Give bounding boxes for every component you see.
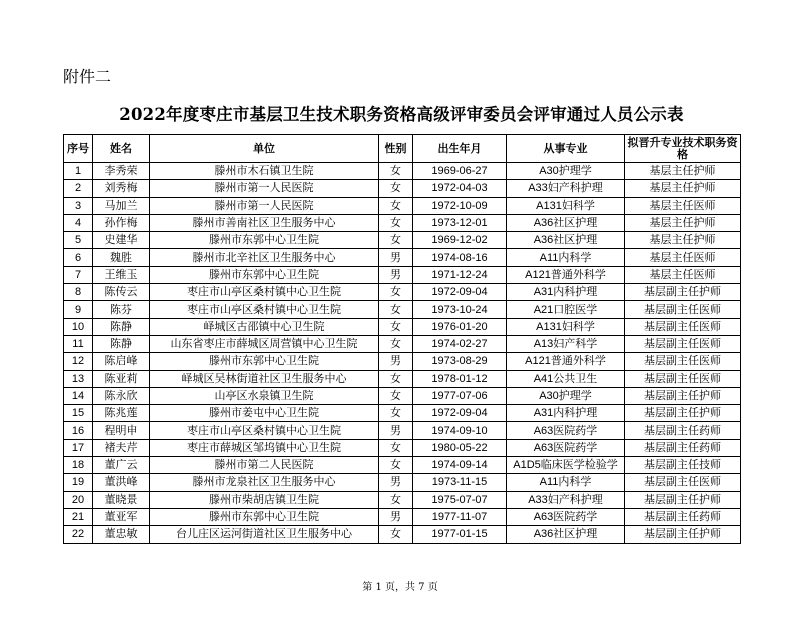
cell-name: 董亚军 bbox=[93, 508, 150, 525]
cell-major: A36社区护理 bbox=[507, 526, 625, 543]
header-qualification: 拟晋升专业技术职务资格 bbox=[625, 135, 741, 163]
cell-major: A1D5临床医学检验学 bbox=[507, 457, 625, 474]
cell-qualification: 基层副主任护师 bbox=[625, 284, 741, 301]
cell-no: 20 bbox=[64, 491, 93, 508]
table-row bbox=[64, 284, 741, 301]
cell-name: 刘秀梅 bbox=[93, 180, 150, 197]
cell-unit: 滕州市木石镇卫生院 bbox=[150, 163, 379, 180]
cell-name: 魏胜 bbox=[93, 249, 150, 266]
table-row bbox=[64, 197, 741, 214]
cell-unit: 滕州市北辛社区卫生服务中心 bbox=[150, 249, 379, 266]
cell-birth: 1973-12-01 bbox=[413, 214, 507, 231]
cell-qualification: 基层主任护师 bbox=[625, 163, 741, 180]
cell-no: 14 bbox=[64, 387, 93, 404]
cell-major: A31内科护理 bbox=[507, 284, 625, 301]
table-row bbox=[64, 318, 741, 335]
cell-gender: 女 bbox=[379, 284, 413, 301]
cell-gender: 女 bbox=[379, 526, 413, 543]
cell-name: 王维玉 bbox=[93, 266, 150, 283]
cell-unit: 滕州市东郭中心卫生院 bbox=[150, 232, 379, 249]
cell-no: 1 bbox=[64, 163, 93, 180]
cell-unit: 滕州市东郭中心卫生院 bbox=[150, 508, 379, 525]
cell-qualification: 基层主任医师 bbox=[625, 266, 741, 283]
cell-gender: 女 bbox=[379, 439, 413, 456]
cell-unit: 峄城区吴林街道社区卫生服务中心 bbox=[150, 370, 379, 387]
header-birth: 出生年月 bbox=[413, 135, 507, 163]
cell-no: 9 bbox=[64, 301, 93, 318]
cell-name: 陈静 bbox=[93, 335, 150, 352]
cell-birth: 1972-09-04 bbox=[413, 405, 507, 422]
header-gender: 性别 bbox=[379, 135, 413, 163]
cell-name: 史建华 bbox=[93, 232, 150, 249]
cell-unit: 滕州市柴胡店镇卫生院 bbox=[150, 491, 379, 508]
cell-gender: 男 bbox=[379, 422, 413, 439]
cell-birth: 1977-07-06 bbox=[413, 387, 507, 404]
cell-unit: 滕州市第一人民医院 bbox=[150, 197, 379, 214]
cell-unit: 山亭区水泉镇卫生院 bbox=[150, 387, 379, 404]
cell-major: A131妇科学 bbox=[507, 318, 625, 335]
cell-major: A30护理学 bbox=[507, 387, 625, 404]
cell-name: 陈永欣 bbox=[93, 387, 150, 404]
cell-birth: 1972-09-04 bbox=[413, 284, 507, 301]
cell-no: 2 bbox=[64, 180, 93, 197]
cell-birth: 1974-09-10 bbox=[413, 422, 507, 439]
cell-name: 马加兰 bbox=[93, 197, 150, 214]
cell-no: 21 bbox=[64, 508, 93, 525]
cell-no: 12 bbox=[64, 353, 93, 370]
cell-major: A63医院药学 bbox=[507, 508, 625, 525]
page-footer: 第 1 页，共 7 页 bbox=[362, 582, 438, 593]
cell-gender: 男 bbox=[379, 474, 413, 491]
cell-major: A36社区护理 bbox=[507, 232, 625, 249]
table-row bbox=[64, 526, 741, 543]
cell-no: 15 bbox=[64, 405, 93, 422]
cell-major: A121普通外科学 bbox=[507, 353, 625, 370]
cell-qualification: 基层副主任护师 bbox=[625, 405, 741, 422]
table-row bbox=[64, 249, 741, 266]
cell-no: 19 bbox=[64, 474, 93, 491]
cell-gender: 男 bbox=[379, 508, 413, 525]
cell-no: 22 bbox=[64, 526, 93, 543]
cell-birth: 1972-10-09 bbox=[413, 197, 507, 214]
cell-name: 陈传云 bbox=[93, 284, 150, 301]
cell-name: 李秀荣 bbox=[93, 163, 150, 180]
cell-name: 董晓景 bbox=[93, 491, 150, 508]
cell-name: 董忠敏 bbox=[93, 526, 150, 543]
cell-no: 6 bbox=[64, 249, 93, 266]
cell-major: A63医院药学 bbox=[507, 422, 625, 439]
cell-gender: 女 bbox=[379, 232, 413, 249]
cell-name: 褚夫芹 bbox=[93, 439, 150, 456]
cell-no: 3 bbox=[64, 197, 93, 214]
cell-no: 17 bbox=[64, 439, 93, 456]
cell-birth: 1977-01-15 bbox=[413, 526, 507, 543]
table-row bbox=[64, 387, 741, 404]
table-header-row bbox=[64, 135, 741, 163]
cell-name: 董洪峰 bbox=[93, 474, 150, 491]
cell-name: 陈芬 bbox=[93, 301, 150, 318]
cell-name: 董广云 bbox=[93, 457, 150, 474]
cell-major: A63医院药学 bbox=[507, 439, 625, 456]
cell-name: 陈静 bbox=[93, 318, 150, 335]
table-row bbox=[64, 508, 741, 525]
cell-unit: 山东省枣庄市薛城区周营镇中心卫生院 bbox=[150, 335, 379, 352]
cell-no: 13 bbox=[64, 370, 93, 387]
table-row bbox=[64, 457, 741, 474]
cell-qualification: 基层副主任护师 bbox=[625, 526, 741, 543]
table-row bbox=[64, 422, 741, 439]
cell-unit: 滕州市第一人民医院 bbox=[150, 180, 379, 197]
cell-gender: 男 bbox=[379, 266, 413, 283]
table-row bbox=[64, 301, 741, 318]
cell-name: 程明申 bbox=[93, 422, 150, 439]
cell-qualification: 基层副主任医师 bbox=[625, 370, 741, 387]
header-unit: 单位 bbox=[150, 135, 379, 163]
cell-no: 18 bbox=[64, 457, 93, 474]
cell-gender: 女 bbox=[379, 370, 413, 387]
cell-qualification: 基层副主任技师 bbox=[625, 457, 741, 474]
personnel-table bbox=[63, 134, 741, 544]
table-row bbox=[64, 405, 741, 422]
cell-no: 8 bbox=[64, 284, 93, 301]
cell-unit: 滕州市姜屯中心卫生院 bbox=[150, 405, 379, 422]
cell-qualification: 基层主任护师 bbox=[625, 214, 741, 231]
table-row bbox=[64, 232, 741, 249]
cell-unit: 滕州市善南社区卫生服务中心 bbox=[150, 214, 379, 231]
cell-major: A11内科学 bbox=[507, 474, 625, 491]
cell-major: A30护理学 bbox=[507, 163, 625, 180]
cell-major: A131妇科学 bbox=[507, 197, 625, 214]
table-row bbox=[64, 163, 741, 180]
cell-birth: 1973-10-24 bbox=[413, 301, 507, 318]
cell-unit: 滕州市东郭中心卫生院 bbox=[150, 266, 379, 283]
cell-gender: 女 bbox=[379, 491, 413, 508]
cell-unit: 枣庄市山亭区桑村镇中心卫生院 bbox=[150, 301, 379, 318]
cell-qualification: 基层主任护师 bbox=[625, 180, 741, 197]
cell-no: 4 bbox=[64, 214, 93, 231]
table-row bbox=[64, 266, 741, 283]
cell-major: A41公共卫生 bbox=[507, 370, 625, 387]
header-major: 从事专业 bbox=[507, 135, 625, 163]
cell-gender: 女 bbox=[379, 405, 413, 422]
cell-birth: 1980-05-22 bbox=[413, 439, 507, 456]
cell-qualification: 基层主任医师 bbox=[625, 249, 741, 266]
table-row bbox=[64, 335, 741, 352]
cell-qualification: 基层副主任药师 bbox=[625, 439, 741, 456]
cell-gender: 女 bbox=[379, 387, 413, 404]
cell-qualification: 基层主任医师 bbox=[625, 197, 741, 214]
header-name: 姓名 bbox=[93, 135, 150, 163]
document-title: 2022年度枣庄市基层卫生技术职务资格高级评审委员会评审通过人员公示表 bbox=[119, 105, 684, 124]
cell-gender: 男 bbox=[379, 353, 413, 370]
cell-qualification: 基层副主任医师 bbox=[625, 474, 741, 491]
table-row bbox=[64, 353, 741, 370]
cell-major: A21口腔医学 bbox=[507, 301, 625, 318]
cell-birth: 1969-06-27 bbox=[413, 163, 507, 180]
cell-no: 16 bbox=[64, 422, 93, 439]
cell-unit: 枣庄市山亭区桑村镇中心卫生院 bbox=[150, 284, 379, 301]
cell-qualification: 基层副主任医师 bbox=[625, 335, 741, 352]
cell-no: 7 bbox=[64, 266, 93, 283]
attachment-label: 附件二 bbox=[63, 67, 112, 86]
cell-major: A36社区护理 bbox=[507, 214, 625, 231]
cell-gender: 女 bbox=[379, 335, 413, 352]
table-row bbox=[64, 439, 741, 456]
cell-qualification: 基层副主任护师 bbox=[625, 387, 741, 404]
cell-birth: 1973-08-29 bbox=[413, 353, 507, 370]
table-row bbox=[64, 214, 741, 231]
cell-major: A33妇产科护理 bbox=[507, 180, 625, 197]
cell-major: A11内科学 bbox=[507, 249, 625, 266]
cell-unit: 枣庄市薛城区邹坞镇中心卫生院 bbox=[150, 439, 379, 456]
cell-gender: 女 bbox=[379, 197, 413, 214]
cell-unit: 枣庄市山亭区桑村镇中心卫生院 bbox=[150, 422, 379, 439]
table-row bbox=[64, 474, 741, 491]
cell-gender: 男 bbox=[379, 249, 413, 266]
cell-birth: 1972-04-03 bbox=[413, 180, 507, 197]
cell-no: 10 bbox=[64, 318, 93, 335]
header-no: 序号 bbox=[64, 135, 93, 163]
cell-birth: 1974-02-27 bbox=[413, 335, 507, 352]
cell-gender: 女 bbox=[379, 180, 413, 197]
cell-name: 陈亚莉 bbox=[93, 370, 150, 387]
table-body bbox=[64, 163, 741, 544]
cell-qualification: 基层副主任医师 bbox=[625, 301, 741, 318]
cell-qualification: 基层副主任药师 bbox=[625, 422, 741, 439]
table-row bbox=[64, 180, 741, 197]
cell-gender: 女 bbox=[379, 457, 413, 474]
cell-birth: 1973-11-15 bbox=[413, 474, 507, 491]
cell-birth: 1974-09-14 bbox=[413, 457, 507, 474]
cell-gender: 女 bbox=[379, 301, 413, 318]
cell-gender: 女 bbox=[379, 214, 413, 231]
cell-unit: 台儿庄区运河街道社区卫生服务中心 bbox=[150, 526, 379, 543]
cell-qualification: 基层副主任药师 bbox=[625, 508, 741, 525]
table-row bbox=[64, 370, 741, 387]
cell-birth: 1978-01-12 bbox=[413, 370, 507, 387]
cell-major: A121普通外科学 bbox=[507, 266, 625, 283]
cell-qualification: 基层副主任医师 bbox=[625, 318, 741, 335]
cell-gender: 女 bbox=[379, 318, 413, 335]
cell-gender: 女 bbox=[379, 163, 413, 180]
cell-major: A31内科护理 bbox=[507, 405, 625, 422]
cell-birth: 1975-07-07 bbox=[413, 491, 507, 508]
cell-birth: 1976-01-20 bbox=[413, 318, 507, 335]
cell-birth: 1969-12-02 bbox=[413, 232, 507, 249]
cell-unit: 滕州市东郭中心卫生院 bbox=[150, 353, 379, 370]
table-row bbox=[64, 491, 741, 508]
cell-birth: 1971-12-24 bbox=[413, 266, 507, 283]
cell-qualification: 基层主任护师 bbox=[625, 232, 741, 249]
cell-no: 5 bbox=[64, 232, 93, 249]
cell-birth: 1977-11-07 bbox=[413, 508, 507, 525]
cell-name: 陈兆莲 bbox=[93, 405, 150, 422]
cell-qualification: 基层副主任医师 bbox=[625, 353, 741, 370]
cell-unit: 滕州市第二人民医院 bbox=[150, 457, 379, 474]
cell-major: A13妇产科学 bbox=[507, 335, 625, 352]
cell-name: 陈启峰 bbox=[93, 353, 150, 370]
cell-major: A33妇产科护理 bbox=[507, 491, 625, 508]
cell-name: 孙作梅 bbox=[93, 214, 150, 231]
cell-birth: 1974-08-16 bbox=[413, 249, 507, 266]
cell-qualification: 基层副主任护师 bbox=[625, 491, 741, 508]
cell-unit: 峄城区古邵镇中心卫生院 bbox=[150, 318, 379, 335]
cell-no: 11 bbox=[64, 335, 93, 352]
cell-unit: 滕州市龙泉社区卫生服务中心 bbox=[150, 474, 379, 491]
